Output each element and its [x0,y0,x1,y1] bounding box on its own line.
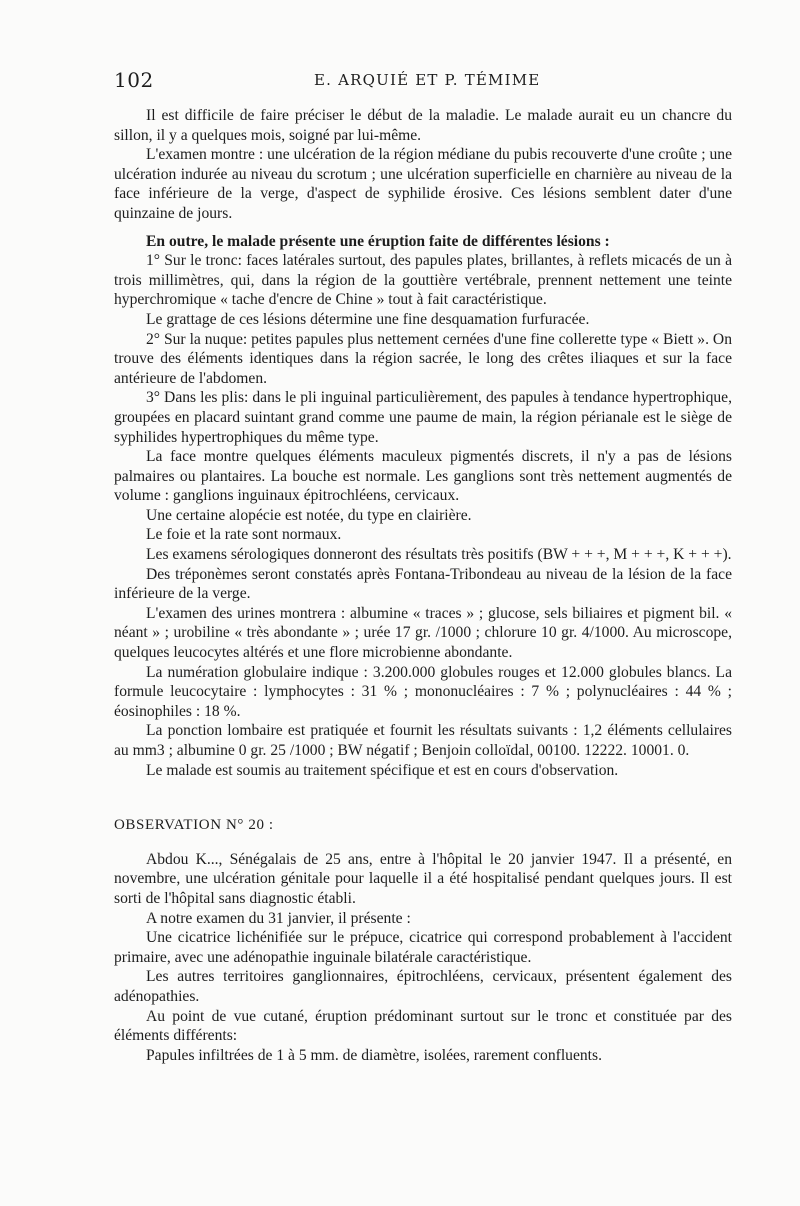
paragraph-treatment: Le malade est soumis au traitement spécifique et est en cours d'observation. [146,761,619,779]
paragraph-eruption-intro: En outre, le malade présente une éruption faite de différentes lésions : [146,232,610,250]
paragraph-liver: Le foie et la rate sont normaux. [146,526,342,544]
paragraph-face: La face montre quelques éléments maculeux pigmentés discrets, il n'y a pas de lésions palmaires ou plantaires. La bouche est normale. Les ganglions sont très nettement augmentés de volume : ganglions inguinaux épitrochléens, cervicaux. [114,448,732,505]
paragraph-blood-count: La numération globulaire indique : 3.200.000 globules rouges et 12.000 globules blancs. La formule leucocytaire : lymphocytes : 31 % ; mononucléaires : 7 % ; polynucléaires : 44 % ; éosinophiles : 18 %. [114,663,732,720]
paragraph-treponemes: Des tréponèmes seront constatés après Fontana-Tribondeau au niveau de la lésion de la face inférieure de la verge. [114,565,732,603]
running-head: E. ARQUIÉ ET P. TÉMIME [314,71,541,89]
observation-paragraph-exam-date: A notre examen du 31 janvier, il présente : [146,909,411,927]
observation-paragraph-scar: Une cicatrice lichénifiée sur le prépuce, cicatrice qui correspond probablement à l'accident primaire, avec une adénopathie inguinale bilatérale caractéristique. [114,929,732,966]
paragraph-serology: Les examens sérologiques donneront des résultats très positifs (BW + + +, M + + +, K + + +). [146,546,732,564]
page-header [114,68,730,92]
paragraph-folds: 3° Dans les plis: dans le pli inguinal particulièrement, des papules à tendance hypertrophique, groupées en placard suintant grand comme une paume de main, la région périanale est le siège de syphilides hypertrophiques du même type. [114,389,732,446]
paragraph-lumbar-puncture: La ponction lombaire est pratiquée et fournit les résultats suivants : 1,2 éléments cellulaires au mm3 ; albumine 0 gr. 25 /1000 ; BW négatif ; Benjoin colloïdal, 00100. 12222. 10001. 0. [114,722,732,759]
paragraph-scraping: Le grattage de ces lésions détermine une fine desquamation furfuracée. [146,310,590,328]
observation-paragraph-lymph: Les autres territoires ganglionnaires, épitrochléens, cervicaux, présentent également des adénopathies. [114,968,732,1005]
observation-paragraph-history: Abdou K..., Sénégalais de 25 ans, entre à l'hôpital le 20 janvier 1947. Il a présenté, en novembre, une ulcération génitale pour laquelle il a été hospitalisé pendant quelques jours. Il est sorti de l'hôpital sans diagnostic établi. [114,850,732,907]
paragraph-alopecia: Une certaine alopécie est notée, du type en clairière. [146,506,472,524]
paragraph-urine: L'examen des urines montrera : albumine « traces » ; glucose, sels biliaires et pigment bil. « néant » ; urobiline « très abondante » ; urée 17 gr. /1000 ; chlorure 10 gr. 4/1000. Au microscope, quelques leucocytes altérés et une flore microbienne abondante. [114,604,732,662]
paragraph-onset: Il est difficile de faire préciser le début de la maladie. Le malade aurait eu un chancre du sillon, il y a quelques mois, soigné par lui-même. [114,107,732,144]
observation-title: OBSERVATION N° 20 : [114,817,274,834]
body-text [114,106,732,1065]
observation-paragraph-papules: Papules infiltrées de 1 à 5 mm. de diamètre, isolées, rarement confluents. [146,1046,602,1064]
paragraph-trunk: 1° Sur le tronc: faces latérales surtout, des papules plates, brillantes, à reflets micacés de un à trois millimètres, qui, dans la région de la gouttière vertébrale, prennent nettement une teinte hyperchromique « tache d'encre de Chine » tout à fait caractéristique. [114,252,732,309]
observation-paragraph-cutaneous: Au point de vue cutané, éruption prédominant surtout sur le tronc et constituée par des éléments différents: [114,1007,732,1045]
paragraph-examination: L'examen montre : une ulcération de la région médiane du pubis recouverte d'une croûte ; une ulcération indurée au niveau du scrotum ; une ulcération superficielle en charnière au niveau de la face inférieure de la verge, d'aspect de syphilide érosive. Ces lésions semblent dater d'une quinzaine de jours. [114,146,732,222]
paragraph-neck: 2° Sur la nuque: petites papules plus nettement cernées d'une fine collerette type « Biett ». On trouve des éléments identiques dans la région sacrée, le long des crêtes iliaques et sur la face antérieure de l'abdomen. [114,330,732,387]
page-number: 102 [114,68,154,92]
